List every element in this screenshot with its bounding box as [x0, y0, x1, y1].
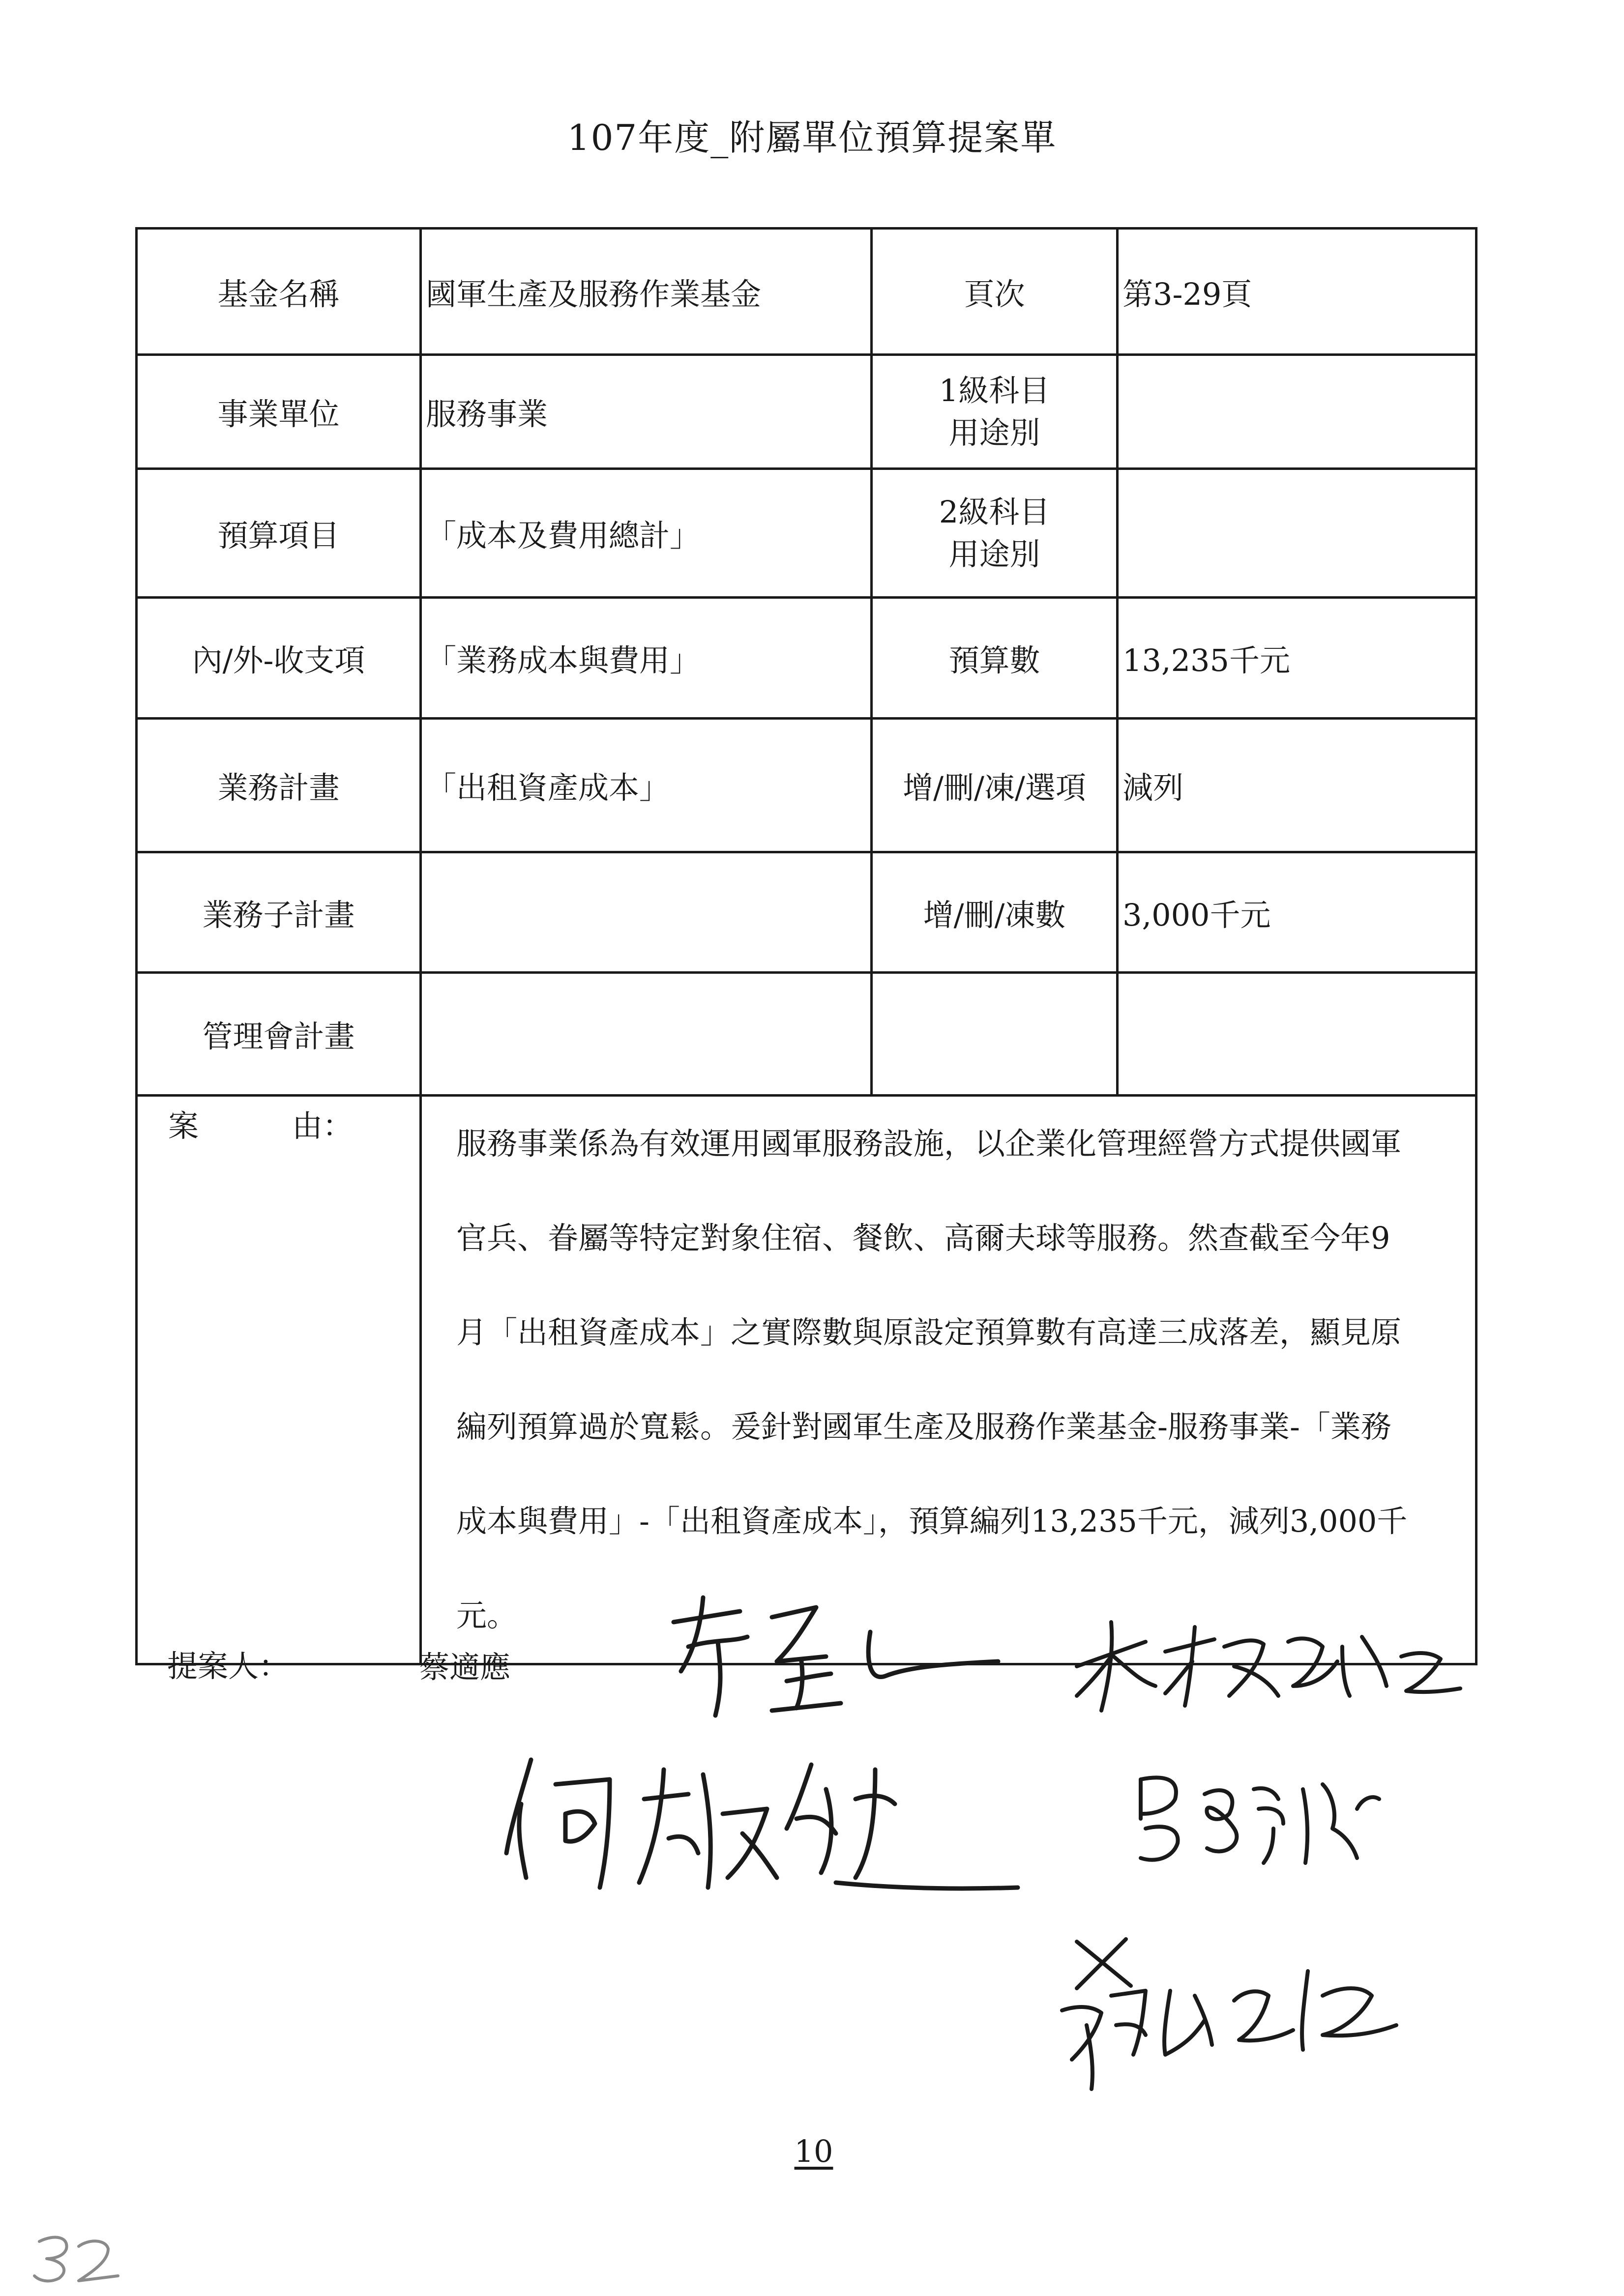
form-row-business-unit	[137, 355, 1476, 469]
value-level2-account	[1118, 469, 1476, 598]
reason-line: 官兵、眷屬等特定對象住宿、餐飲、高爾夫球等服務。然查截至今年9	[456, 1220, 1390, 1256]
reason-line: 元。	[456, 1598, 518, 1633]
signature-3	[492, 1740, 1023, 1917]
proposer-label: 提案人：	[167, 1648, 290, 1684]
value-action-amount: 3,000千元	[1118, 852, 1476, 973]
label-business-unit: 事業單位	[137, 355, 421, 469]
reason-text	[421, 1096, 1476, 1664]
label-income-expense: 內/外-收支項	[137, 598, 421, 719]
label-level2-account-line2: 用途別	[948, 536, 1040, 572]
signature-4	[1126, 1760, 1382, 1883]
value-budget-amount: 13,235千元	[1118, 598, 1476, 719]
value-budget-item: 「成本及費用總計」	[421, 469, 872, 598]
label-level1-account	[872, 355, 1118, 469]
label-level2-account-line1: 2級科目	[939, 494, 1050, 530]
label-level2-account	[872, 469, 1118, 598]
value-level1-account	[1118, 355, 1476, 469]
corner-handwritten-mark	[20, 2222, 128, 2286]
reason-line: 成本與費用」-「出租資產成本」，預算編列13,235千元，減列3,000千	[456, 1503, 1408, 1539]
reason-line: 編列預算過於寬鬆。爰針對國軍生產及服務作業基金-服務事業-「業務	[456, 1409, 1391, 1445]
reason-label-part1: 案	[168, 1108, 199, 1144]
value-action-option: 減列	[1118, 719, 1476, 852]
label-page-ref: 頁次	[872, 229, 1118, 355]
proposal-form-table	[135, 227, 1477, 1665]
form-row-budget-item	[137, 469, 1476, 598]
signature-2	[1067, 1602, 1470, 1720]
value-business-plan: 「出租資產成本」	[421, 719, 872, 852]
page-number: 10	[794, 2133, 833, 2169]
label-budget-item: 預算項目	[137, 469, 421, 598]
label-level1-account-line1: 1級科目	[939, 372, 1050, 408]
signature-5	[1047, 1932, 1401, 2094]
reason-line: 服務事業係為有效運用國軍服務設施，以企業化管理經營方式提供國軍	[456, 1126, 1402, 1162]
signature-1	[654, 1588, 1008, 1735]
form-row-reason	[137, 1096, 1476, 1664]
label-action-amount: 增/刪/凍數	[872, 852, 1118, 973]
label-level1-account-line2: 用途別	[948, 414, 1040, 451]
value-business-unit: 服務事業	[421, 355, 872, 469]
value-fund-name: 國軍生產及服務作業基金	[421, 229, 872, 355]
form-row-management-plan	[137, 973, 1476, 1096]
reason-label	[137, 1096, 421, 1664]
empty-cell-value	[1118, 973, 1476, 1096]
value-income-expense: 「業務成本與費用」	[421, 598, 872, 719]
form-row-fund-name	[137, 229, 1476, 355]
proposer-name: 蔡適應	[419, 1649, 511, 1685]
label-budget-amount: 預算數	[872, 598, 1118, 719]
form-row-sub-plan	[137, 852, 1476, 973]
value-page-ref: 第3-29頁	[1118, 229, 1476, 355]
page-title: 107年度_附屬單位預算提案單	[567, 117, 1057, 158]
empty-cell-label	[872, 973, 1118, 1096]
form-row-income-expense	[137, 598, 1476, 719]
reason-line: 月「出租資產成本」之實際數與原設定預算數有高達三成落差，顯見原	[456, 1314, 1402, 1350]
label-sub-plan: 業務子計畫	[137, 852, 421, 973]
label-business-plan: 業務計畫	[137, 719, 421, 852]
value-sub-plan	[421, 852, 872, 973]
form-row-business-plan	[137, 719, 1476, 852]
label-fund-name: 基金名稱	[137, 229, 421, 355]
value-management-plan	[421, 973, 872, 1096]
label-management-plan: 管理會計畫	[137, 973, 421, 1096]
reason-label-part2: 由：	[292, 1108, 354, 1144]
label-action-option: 增/刪/凍/選項	[872, 719, 1118, 852]
